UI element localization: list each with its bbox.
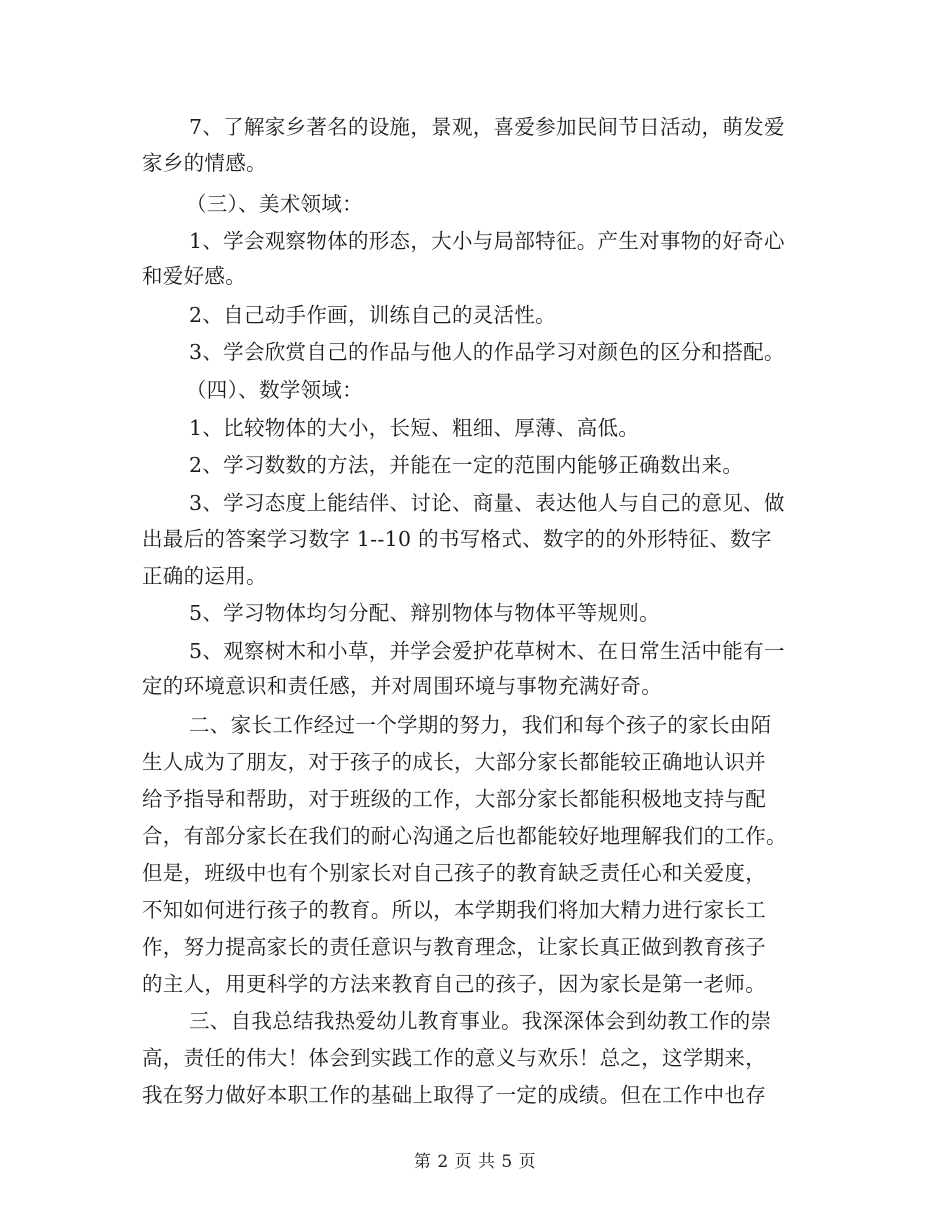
- text-line: 生人成为了朋友，对于孩子的成长，大部分家长都能较正确地认识并: [142, 750, 766, 774]
- text-line: 的主人，用更科学的方法来教育自己的孩子，因为家长是第一老师。: [142, 972, 766, 996]
- text-line: 出最后的答案学习数字 1--10 的书写格式、数字的的外形特征、数字: [142, 527, 772, 551]
- text-line: 5、学习物体均匀分配、辩别物体与物体平等规则。: [189, 601, 660, 625]
- text-line: 二、家长工作经过一个学期的努力，我们和每个孩子的家长由陌: [189, 713, 772, 737]
- section-heading: （四）、数学领域：: [186, 378, 363, 402]
- text-line: 不知如何进行孩子的教育。所以，本学期我们将加大精力进行家长工: [142, 898, 766, 922]
- text-line: 2、自己动手作画，训练自己的灵活性。: [189, 303, 556, 327]
- text-line: 但是，班级中也有个别家长对自己孩子的教育缺乏责任心和关爱度，: [142, 861, 766, 885]
- text-line: 作，努力提高家长的责任意识与教育理念，让家长真正做到教育孩子: [142, 935, 766, 959]
- section-heading: （三）、美术领域：: [186, 192, 363, 216]
- text-line: 2、学习数数的方法，并能在一定的范围内能够正确数出来。: [189, 453, 744, 477]
- text-line: 1、比较物体的大小，长短、粗细、厚薄、高低。: [189, 416, 640, 440]
- text-line: 家乡的情感。: [142, 151, 267, 175]
- text-line: 我在努力做好本职工作的基础上取得了一定的成绩。但在工作中也存: [142, 1083, 766, 1107]
- text-line: 3、学习态度上能结伴、讨论、商量、表达他人与自己的意见、做: [189, 491, 785, 515]
- text-line: 7、了解家乡著名的设施，景观，喜爱参加民间节日活动，萌发爱: [189, 115, 785, 139]
- text-line: 合，有部分家长在我们的耐心沟通之后也都能较好地理解我们的工作。: [142, 824, 787, 848]
- text-line: 和爱好感。: [142, 264, 246, 288]
- text-line: 5、观察树木和小草，并学会爱护花草树木、在日常生活中能有一: [189, 639, 785, 663]
- text-line: 定的环境意识和责任感，并对周围环境与事物充满好奇。: [142, 674, 662, 698]
- text-line: 1、学会观察物体的形态，大小与局部特征。产生对事物的好奇心: [189, 229, 785, 253]
- text-line: 高，责任的伟大！体会到实践工作的意义与欢乐！总之，这学期来，: [142, 1046, 766, 1070]
- text-line: 3、学会欣赏自己的作品与他人的作品学习对颜色的区分和搭配。: [189, 340, 785, 364]
- text-line: 三、自我总结我热爱幼儿教育事业。我深深体会到幼教工作的崇: [189, 1009, 772, 1033]
- text-line: 正确的运用。: [142, 564, 267, 588]
- text-line: 给予指导和帮助，对于班级的工作，大部分家长都能积极地支持与配: [142, 787, 766, 811]
- page-number-footer: 第 2 页 共 5 页: [413, 1152, 537, 1172]
